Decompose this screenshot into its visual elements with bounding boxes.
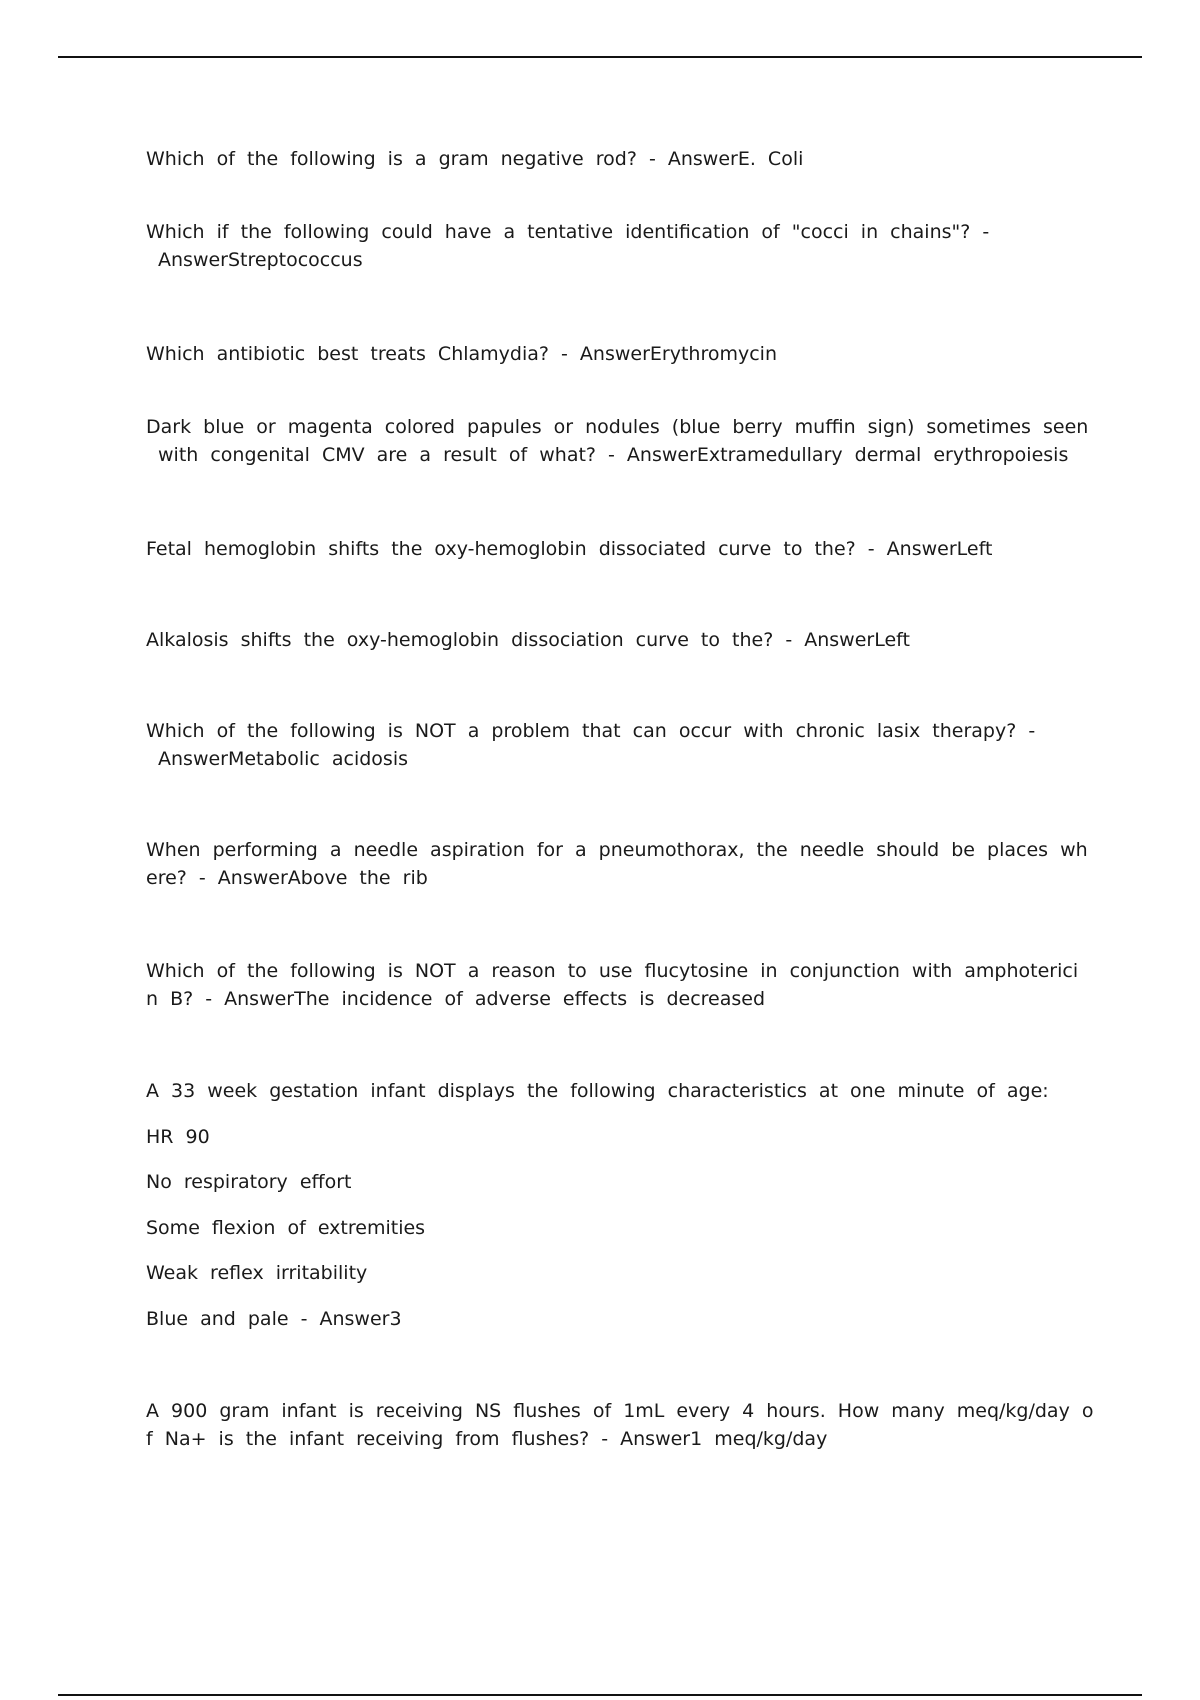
qa-subline [146,1305,1056,1333]
qa-text-continued: ere? - AnswerAbove the rib [146,867,428,889]
qa-text-continued: AnswerMetabolic acidosis [158,748,409,770]
qa-subline [146,1259,1056,1287]
qa-subline-text: Some flexion of extremities [146,1217,426,1239]
qa-text: Which if the following could have a tentative identification of "cocci in chains"? - [146,221,990,243]
qa-text: Which of the following is a gram negative rod? - AnswerE. Coli [146,148,804,170]
qa-subline [146,1168,1056,1196]
qa-item [146,957,1079,1013]
qa-text: Which antibiotic best treats Chlamydia? - AnswerErythromycin [146,343,777,365]
qa-subline-text: HR 90 [146,1126,210,1148]
qa-text: Alkalosis shifts the oxy-hemoglobin dissociation curve to the? - AnswerLeft [146,629,910,651]
qa-text: Dark blue or magenta colored papules or nodules (blue berry muffin sign) sometimes seen [146,416,1089,438]
qa-text: Fetal hemoglobin shifts the oxy-hemoglobin dissociated curve to the? - AnswerLeft [146,538,993,560]
qa-text: When performing a needle aspiration for a pneumothorax, the needle should be places wh [146,839,1088,861]
qa-item [146,340,1056,368]
qa-item [146,626,1056,654]
header-rule [58,56,1142,58]
qa-item [146,145,1056,173]
qa-text-continued: n B? - AnswerThe incidence of adverse effects is decreased [146,988,766,1010]
qa-text: Which of the following is NOT a problem that can occur with chronic lasix therapy? - [146,720,1036,742]
qa-subline-text: No respiratory effort [146,1171,352,1193]
qa-text-continued: f Na+ is the infant receiving from flushes? - Answer1 meq/kg/day [146,1428,828,1450]
qa-item [146,1397,1094,1453]
qa-item [146,836,1088,892]
qa-subline [146,1214,1056,1242]
qa-text: Which of the following is NOT a reason to use flucytosine in conjunction with amphoterici [146,960,1079,982]
qa-item [146,1077,1056,1105]
footer-rule [58,1694,1142,1696]
qa-text-continued: AnswerStreptococcus [158,249,363,271]
qa-text-continued: with congenital CMV are a result of what? - AnswerExtramedullary dermal erythropoiesis [158,444,1069,466]
qa-text: A 900 gram infant is receiving NS flushes of 1mL every 4 hours. How many meq/kg/day o [146,1400,1094,1422]
qa-subline-text: Weak reflex irritability [146,1262,368,1284]
qa-item [146,535,1056,563]
qa-item [146,717,1056,773]
qa-item [146,218,1056,274]
qa-subline-text: Blue and pale - Answer3 [146,1308,402,1330]
qa-text: A 33 week gestation infant displays the following characteristics at one minute of age: [146,1080,1049,1102]
qa-item [146,413,1089,469]
qa-subline [146,1123,1056,1151]
